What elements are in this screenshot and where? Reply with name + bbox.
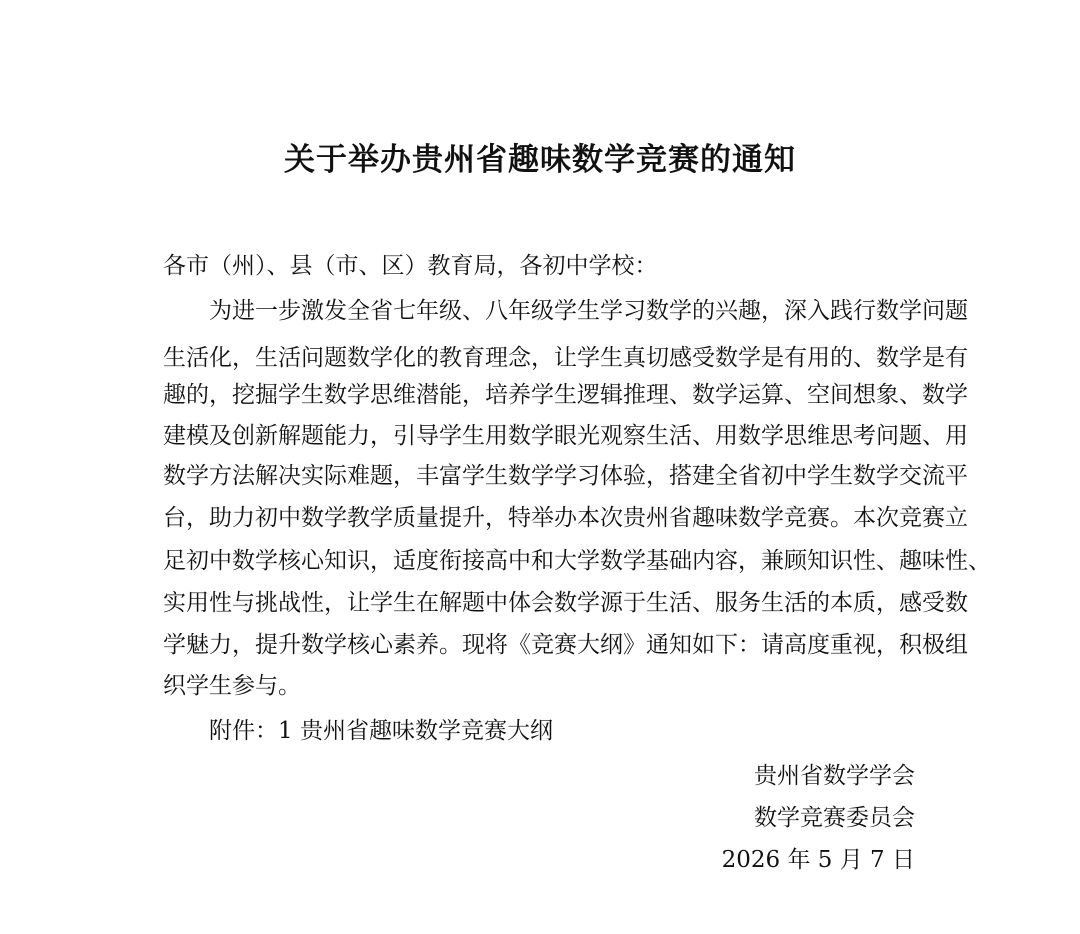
signature-organization: 贵州省数学学会 xyxy=(754,763,915,789)
body-line: 建模及创新解题能力，引导学生用数学眼光观察生活、用数学思维思考问题、用 xyxy=(163,423,968,449)
body-line: 织学生参与。 xyxy=(163,673,301,699)
body-line: 为进一步激发全省七年级、八年级学生学习数学的兴趣，深入践行数学问题 xyxy=(209,298,968,324)
body-line: 趣的，挖掘学生数学思维潜能，培养学生逻辑推理、数学运算、空间想象、数学 xyxy=(163,382,968,408)
body-line: 学魅力，提升数学核心素养。现将《竞赛大纲》通知如下：请高度重视，积极组 xyxy=(163,632,968,658)
signature-committee: 数学竞赛委员会 xyxy=(754,805,915,831)
attachment-line: 附件：1 贵州省趣味数学竞赛大纲 xyxy=(209,718,553,744)
body-line: 实用性与挑战性，让学生在解题中体会数学源于生活、服务生活的本质，感受数 xyxy=(163,590,968,616)
body-line: 数学方法解决实际难题，丰富学生数学学习体验，搭建全省初中学生数学交流平 xyxy=(163,463,968,489)
body-line: 足初中数学核心知识，适度衔接高中和大学数学基础内容，兼顾知识性、趣味性、 xyxy=(163,548,991,574)
salutation: 各市（州）、县（市、区）教育局，各初中学校： xyxy=(163,253,658,279)
signature-date: 2026 年 5 月 7 日 xyxy=(721,847,915,873)
body-line: 生活化，生活问题数学化的教育理念，让学生真切感受数学是有用的、数学是有 xyxy=(163,345,968,371)
document-title: 关于举办贵州省趣味数学竞赛的通知 xyxy=(284,142,796,178)
body-line: 台，助力初中数学教学质量提升，特举办本次贵州省趣味数学竞赛。本次竞赛立 xyxy=(163,505,968,531)
